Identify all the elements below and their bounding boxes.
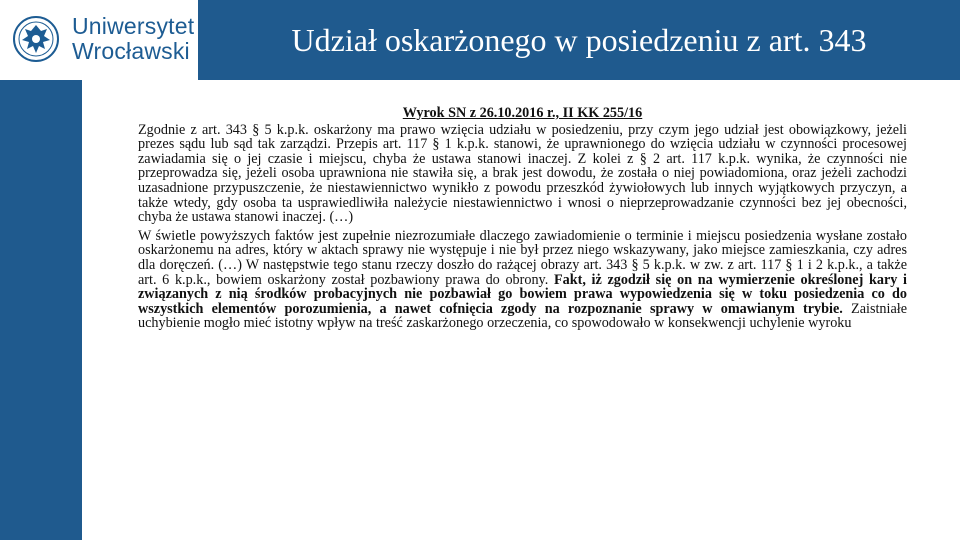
paragraph-2-bold-text: Fakt, iż zgodził się on na wymierzenie określonej kary i związanych z nią środków probacyjnych nie pozbawiał go bowiem prawa wypowiedzenia się w toku posiedzenia co do wszystkich elementów porozumienia, a nawet cofnięcia zgody na rozpoznanie sprawy w omawianym trybie. [138,271,907,317]
logo-text [72,14,194,64]
logo-line-1: Uniwersytet [72,13,195,39]
slide-header [0,0,960,80]
paragraph-2-text-b: Zaistniałe uchybienie mogło mieć istotny wpływ na treść zaskarżonego orzeczenia, co spowodowało w konsekwencji uchylenie wyroku [138,300,907,332]
judgment-reference: Wyrok SN z 26.10.2016 r., II KK 255/16 [402,105,643,121]
logo-line-2: Wrocławski [72,38,190,64]
paragraph-2 [138,229,907,331]
university-logo [0,0,198,80]
slide-content [138,106,907,331]
title-bar [198,0,960,80]
paragraph-2-text-a: W świetle powyższych faktów jest zupełnie niezrozumiałe dlaczego zawiadomienie o terminie i miejscu posiedzenia wysłane zostało oskarżonemu na adres, który w aktach sprawy nie występuje i nie był przez niego wskazywany, jako miejsce zamieszkania, czy adres dla doręczeń. (…) W następstwie tego stanu rzeczy doszło do rażącej obrazy art. 343 § 5 k.p.k. w zw. z art. 117 § 1 i 2 k.p.k., a także art. 6 k.p.k., bowiem oskarżony został pozbawiony prawa do obrony. [138,227,907,288]
paragraph-1: Zgodnie z art. 343 § 5 k.p.k. oskarżony ma prawo wzięcia udziału w posiedzeniu, przy czym jego udział jest obowiązkowy, jeżeli prezes sądu lub sąd tak zarządzi. Przepis art. 117 § 1 k.p.k. stanowi, że uprawnionego do wzięcia udziału w czynności procesowej zawiadamia się o jej czasie i miejscu, chyba że ustawa stanowi inaczej. Z kolei z § 2 art. 117 k.p.k. wynika, że czynności nie przeprowadza się, jeżeli osoba uprawniona nie stawiła się, a brak jest dowodu, że została o niej powiadomiona, oraz jeżeli zachodzi uzasadnione przypuszczenie, że niestawiennictwo wynikło z powodu przeszkód żywiołowych lub innych wyjątkowych przyczyn, a także wtedy, gdy osoba ta usprawiedliwiła należycie niestawiennictwo i wnosi o nieprzeprowadzanie czynności bez jej obecności, chyba że ustawa stanowi inaczej. (…) [138,121,907,226]
university-crest-icon [12,12,60,66]
slide-title: Udział oskarżonego w posiedzeniu z art. 343 [291,22,867,58]
side-band [0,80,82,540]
